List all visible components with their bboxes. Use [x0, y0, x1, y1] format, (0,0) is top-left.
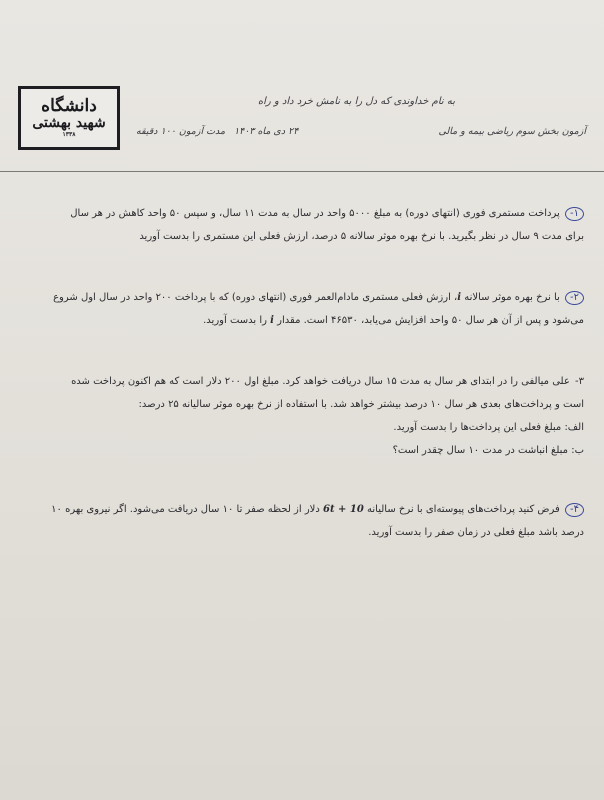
bismillah-line: به نام خداوندی که دل را به نامش خرد داد و راه	[257, 96, 455, 107]
question-line	[18, 498, 584, 521]
question-text: می‌شود و پس از آن هر سال ۵۰ واحد افزایش می‌یابد، ۴۶۵۳۰ است. مقدار	[277, 315, 584, 326]
question-line: برای مدت ۹ سال در نظر بگیرید. با نرخ بهره موثر سالانه ۵ درصد، ارزش فعلی این مستمری را بدست آورید	[139, 231, 584, 242]
question-3	[18, 370, 584, 462]
question-text: دلار از لحظه صفر تا ۱۰ سال دریافت می‌شود. اگر نیروی بهره ۱۰	[51, 504, 320, 515]
exam-date: ۲۴ دی ماه ۱۴۰۳	[234, 126, 299, 137]
question-text: علی میالفی را در ابتدای هر سال به مدت ۱۵ سال دریافت خواهد کرد. مبلغ اول ۲۰۰ دلار است که هم اکنون پرداخت شده	[71, 376, 570, 387]
math-expression: 6t + 10	[323, 504, 364, 515]
math-variable: i	[457, 292, 462, 303]
exam-title: آزمون بخش سوم ریاضی بیمه و مالی	[438, 126, 586, 137]
question-number: ۲-	[565, 291, 584, 305]
logo-year: ۱۳۳۸	[62, 130, 76, 138]
question-number: ۴-	[565, 503, 584, 517]
question-number: ۱-	[565, 207, 584, 221]
logo-line-1: دانشگاه	[41, 96, 97, 117]
exam-duration: مدت آزمون ۱۰۰ دقیقه	[136, 126, 226, 137]
question-line	[18, 286, 584, 309]
question-text: فرض کنید پرداخت‌های پیوسته‌ای با نرخ سالیانه	[367, 504, 560, 515]
question-line	[18, 370, 584, 393]
question-number: ۳-	[575, 376, 584, 387]
question-text: را بدست آورید.	[203, 315, 267, 326]
question-part-b: ب: مبلغ انباشت در مدت ۱۰ سال چقدر است؟	[392, 445, 584, 456]
math-variable: i	[270, 315, 274, 326]
question-4	[18, 498, 584, 544]
header-divider	[0, 171, 604, 172]
question-line: درصد باشد مبلغ فعلی در زمان صفر را بدست آورید.	[368, 527, 584, 538]
question-text: پرداخت مستمری فوری (انتهای دوره) به مبلغ ۵۰۰۰ واحد در سال به مدت ۱۱ سال، و سپس ۵۰ واحد کاهش در هر سال	[70, 208, 560, 219]
question-text: ، ارزش فعلی مستمری مادام‌العمر فوری (انتهای دوره) که با پرداخت ۲۰۰ واحد در سال اول شروع	[53, 292, 458, 303]
question-part-a: الف: مبلغ فعلی این پرداخت‌ها را بدست آورید.	[393, 422, 584, 433]
question-line	[18, 309, 584, 332]
question-2	[18, 286, 584, 332]
question-line: است و پرداخت‌های بعدی هر سال ۱۰ درصد بیشتر خواهد شد. با استفاده از نرخ بهره موثر سالیانه ۲۵ درصد:	[138, 399, 584, 410]
question-line	[18, 202, 584, 225]
question-text: با نرخ بهره موثر سالانه	[464, 292, 560, 303]
exam-header	[0, 0, 604, 172]
university-logo	[18, 86, 120, 150]
logo-line-2: شهید بهشتی	[32, 114, 106, 131]
question-1	[18, 202, 584, 248]
